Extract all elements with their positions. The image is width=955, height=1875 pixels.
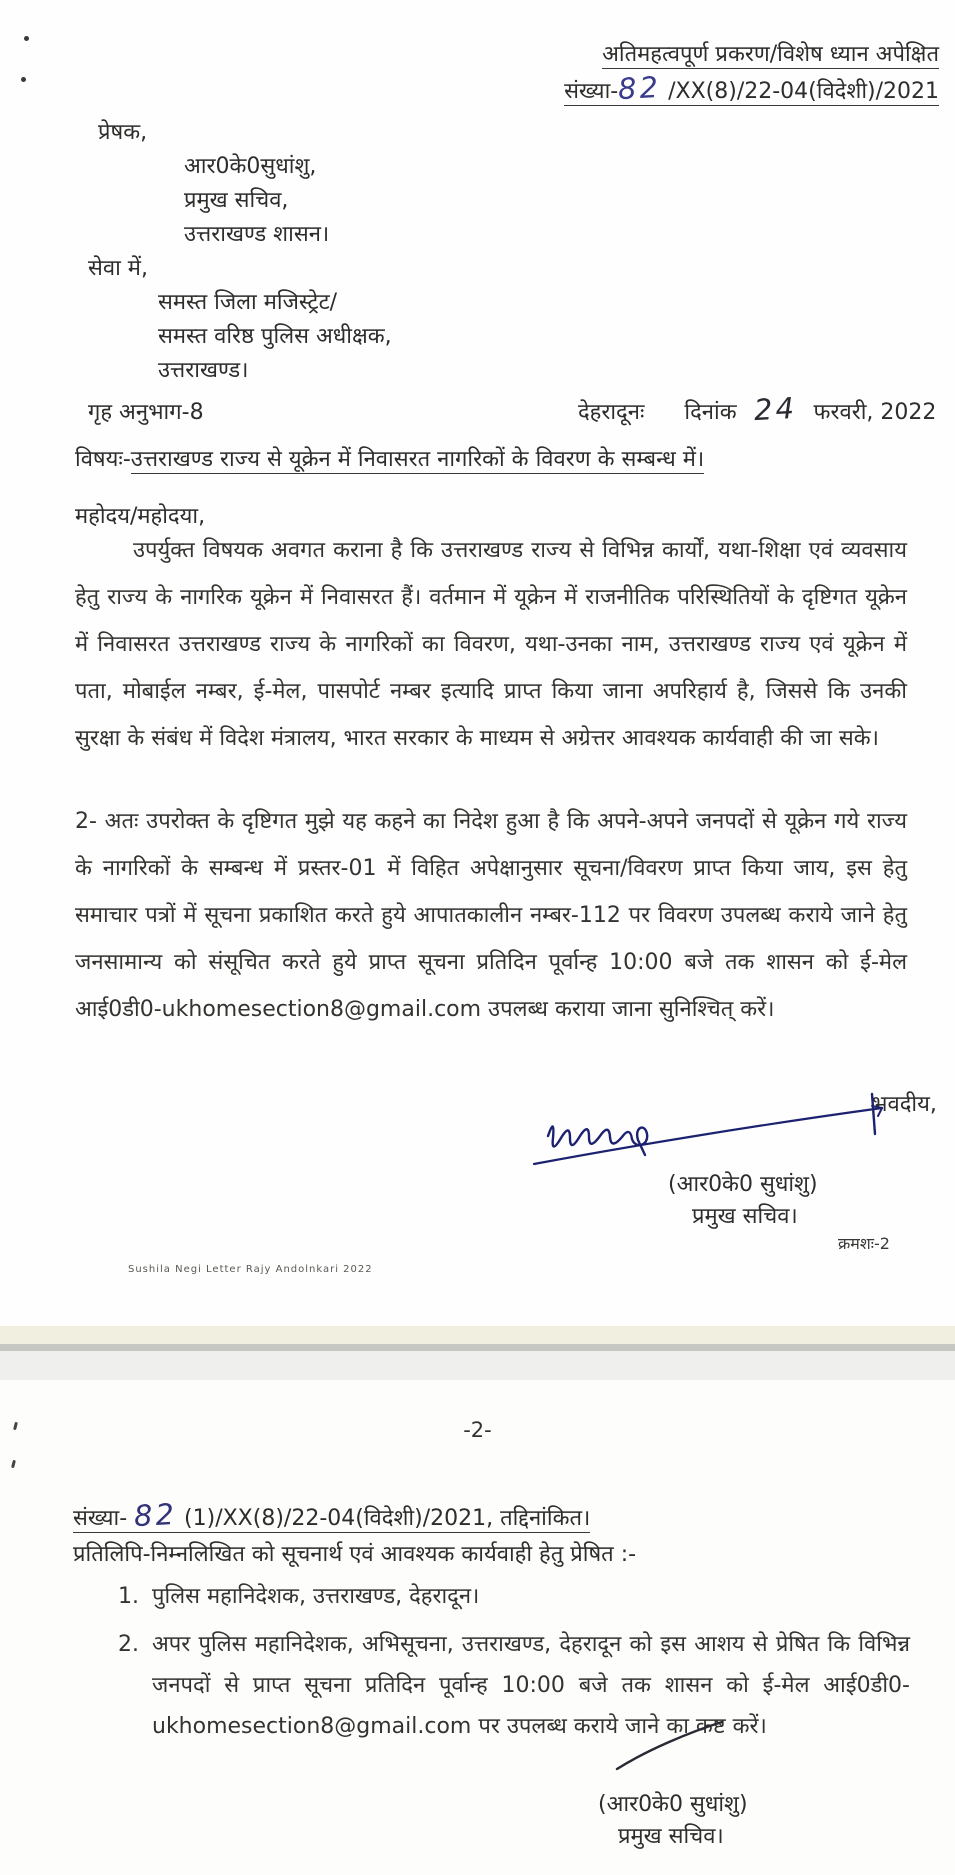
copy-item-2-text: अपर पुलिस महानिदेशक, अभिसूचना, उत्तराखण्ड, देहरादून को इस आशय से प्रेषित कि विभिन्न जनपदों से प्राप्त सूचना प्रतिदिन पूर्वान्ह 10:00 बजे तक शासन को ई-मेल आई0डी0-ukhomesection8@gmail.com पर उपलब्ध कराये जाने का कष्ट करें। [152, 1632, 910, 1739]
reference-number-page2 [73, 1496, 913, 1536]
continuation-note: क्रमशः-2 [838, 1234, 890, 1253]
reference-number [564, 69, 939, 107]
closing-word: भवदीय, [872, 1092, 937, 1117]
sender-designation: प्रमुख सचिव, [184, 188, 289, 213]
sender-organisation: उत्तराखण्ड शासन। [184, 222, 330, 247]
page-number: -2- [463, 1418, 492, 1442]
priority-header [564, 38, 939, 109]
page1-bottom-edge [0, 1326, 955, 1344]
copy-item-1 [118, 1576, 910, 1617]
scan-artifact-mark [11, 1460, 16, 1468]
subject-text: उत्तराखण्ड राज्य से यूक्रेन में निवासरत नागरिकों के विवरण के सम्बन्ध में। [130, 447, 705, 472]
salutation: महोदय/महोदया, [75, 504, 206, 529]
ref2-suffix: (1)/XX(8)/22-04(विदेशी)/2021, तद्दिनांकित। [177, 1506, 591, 1531]
recipient-block [158, 286, 392, 388]
ref-handwritten-number: 82 [617, 69, 662, 107]
recipient-line-3: उत्तराखण्ड। [158, 358, 249, 383]
sender-name: आर0के0सुधांशु, [184, 154, 317, 179]
recipient-line-2: समस्त वरिष्ठ पुलिस अधीक्षक, [158, 324, 392, 349]
scan-artifact-dot [24, 36, 29, 41]
body-paragraph-2: 2- अतः उपरोक्त के दृष्टिगत मुझे यह कहने का निदेश हुआ है कि अपने-अपने जनपदों से यूक्रेन गये राज्य के नागरिकों के सम्बन्ध में प्रस्तर-01 में विहित अपेक्षानुसार सूचना/विवरण प्राप्त किया जाय, इस हेतु समाचार पत्रों में सूचना प्रकाशित करते हुये आपातकालीन नम्बर-112 पर विवरण उपलब्ध कराये जाने हेतु जनसामान्य को संसूचित करते हुये प्राप्त सूचना प्रतिदिन पूर्वान्ह 10:00 बजे तक शासन को ई-मेल आई0डी0-ukhomesection8@gmail.com उपलब्ध कराया जाना सुनिश्चित् करें। [75, 809, 907, 1022]
signature-page1 [530, 1092, 892, 1174]
dateline-month-year: फरवरी, 2022 [813, 400, 937, 425]
dateline-label: दिनांक [684, 400, 737, 425]
ref2-handwritten-number: 82 [133, 1496, 178, 1534]
dateline [578, 390, 937, 430]
subject-line [75, 443, 915, 477]
page-separator-line [0, 1344, 955, 1351]
copy-list [118, 1576, 910, 1754]
filing-footer-note: Sushila Negi Letter Rajy Andolnkari 2022 [128, 1264, 373, 1275]
page-separator-band [0, 1351, 955, 1380]
letter-page-2 [0, 1380, 955, 1875]
signatory-name-page2: (आर0के0 सुधांशु) [598, 1792, 748, 1817]
signatory-title: प्रमुख सचिव। [692, 1204, 798, 1229]
ref-prefix: संख्या- [564, 79, 619, 104]
dateline-handwritten-day: 24 [752, 390, 798, 428]
section-name: गृह अनुभाग-8 [88, 400, 204, 425]
subject-label: विषयः- [75, 447, 131, 472]
ref2-prefix: संख्या- [73, 1506, 135, 1531]
sender-block [184, 150, 329, 252]
recipient-label: सेवा में, [88, 256, 148, 281]
copy-item-1-number: 1. [118, 1584, 139, 1609]
signature-page2 [612, 1718, 727, 1774]
ref-suffix: /XX(8)/22-04(विदेशी)/2021 [661, 79, 939, 104]
priority-note: अतिमहत्वपूर्ण प्रकरण/विशेष ध्यान अपेक्षित [602, 42, 939, 67]
dateline-place: देहरादूनः [578, 400, 645, 425]
recipient-line-1: समस्त जिला मजिस्ट्रेट/ [158, 290, 338, 315]
copy-item-2 [118, 1624, 910, 1747]
sender-label: प्रेषक, [98, 120, 148, 145]
signatory-name: (आर0के0 सुधांशु) [668, 1172, 818, 1197]
copy-heading: प्रतिलिपि-निम्नलिखित को सूचनार्थ एवं आवश्यक कार्यवाही हेतु प्रेषित :- [73, 1542, 637, 1567]
body-paragraph-1: उपर्युक्त विषयक अवगत कराना है कि उत्तराखण्ड राज्य से विभिन्न कार्यों, यथा-शिक्षा एवं व्यवसाय हेतु राज्य के नागरिक यूक्रेन में निवासरत हैं। वर्तमान में यूक्रेन में राजनीतिक परिस्थितियों के दृष्टिगत यूक्रेन में निवासरत उत्तराखण्ड राज्य के नागरिकों का विवरण, यथा-उनका नाम, उत्तराखण्ड राज्य एवं यूक्रेन में पता, मोबाईल नम्बर, ई-मेल, पासपोर्ट नम्बर इत्यादि प्राप्त किया जाना अपरिहार्य है, जिससे कि उनकी सुरक्षा के संबंध में विदेश मंत्रालय, भारत सरकार के माध्यम से अग्रेत्तर आवश्यक कार्यवाही की जा सके। [75, 538, 907, 751]
copy-item-2-number: 2. [118, 1632, 139, 1657]
copy-item-1-text: पुलिस महानिदेशक, उत्तराखण्ड, देहरादून। [152, 1584, 480, 1609]
scan-artifact-dot [21, 77, 26, 82]
signatory-title-page2: प्रमुख सचिव। [618, 1824, 724, 1849]
